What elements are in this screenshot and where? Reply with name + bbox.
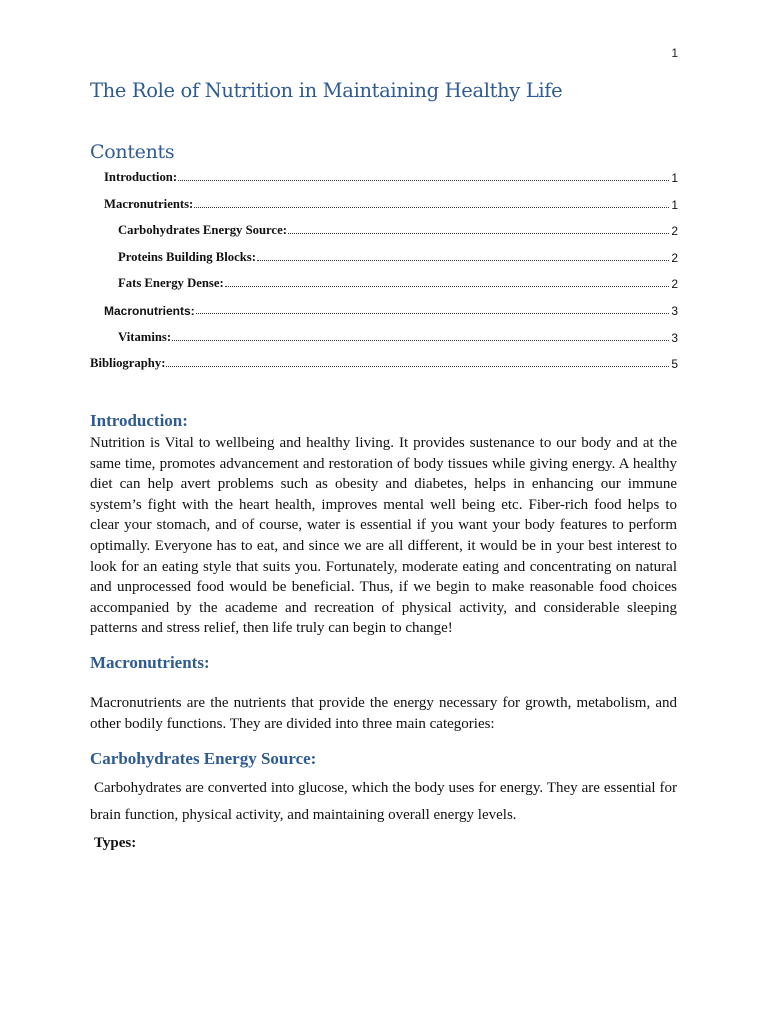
types-label: Types: [94, 835, 137, 851]
carbohydrates-paragraph: Carbohydrates are converted into glucose, which the body uses for energy. They are essential for brain function, physical activity, and maintaining overall energy levels. [90, 780, 681, 823]
toc-entry-page: 2 [671, 277, 678, 291]
toc-entry-label: Macronutrients: [104, 304, 195, 318]
toc-entry-introduction[interactable] [90, 165, 678, 185]
toc-entry-page: 1 [671, 198, 678, 212]
toc-entry-macronutrients-2[interactable] [90, 298, 678, 318]
toc-entry-page: 1 [671, 171, 678, 185]
toc-entry-label: Bibliography: [90, 356, 166, 370]
page-number: 1 [671, 46, 678, 60]
toc-leader-dots [288, 232, 669, 234]
toc-entry-bibliography[interactable] [90, 351, 678, 371]
toc-entry-page: 2 [671, 224, 678, 238]
carbohydrates-heading: Carbohydrates Energy Source: [90, 749, 317, 768]
macronutrients-heading: Macronutrients: [90, 653, 210, 672]
toc-leader-dots [194, 206, 669, 208]
toc-entry-macronutrients[interactable] [90, 192, 678, 212]
toc-entry-page: 3 [671, 304, 678, 318]
toc-entry-vitamins[interactable] [90, 325, 678, 345]
toc-leader-dots [178, 179, 669, 181]
toc-entry-proteins[interactable] [90, 245, 678, 265]
macronutrients-paragraph: Macronutrients are the nutrients that provide the energy necessary for growth, metabolism, and other bodily functions. They are divided into three main categories: [90, 695, 677, 732]
introduction-heading: Introduction: [90, 411, 188, 430]
toc-leader-dots [166, 365, 669, 367]
toc-entry-carbohydrates[interactable] [90, 218, 678, 238]
toc-entry-label: Fats Energy Dense: [118, 276, 224, 290]
toc-leader-dots [172, 339, 669, 341]
toc-entry-label: Proteins Building Blocks: [118, 250, 256, 264]
toc-entry-page: 3 [671, 331, 678, 345]
toc-leader-dots [196, 312, 670, 314]
toc-entry-label: Carbohydrates Energy Source: [118, 223, 287, 237]
toc-entry-page: 2 [671, 251, 678, 265]
toc-entry-fats[interactable] [90, 271, 678, 291]
document-title: The Role of Nutrition in Maintaining Healthy Life [90, 79, 563, 102]
toc-leader-dots [257, 259, 669, 261]
introduction-paragraph: Nutrition is Vital to wellbeing and healthy living. It provides sustenance to our body and at the same time, promotes advancement and restoration of body tissues while giving energy. A healthy diet can help avert problems such as obesity and diabetes, helps in enhancing our immune system’s fight with the heart health, improves mental well being etc. Fiber-rich food helps to clear your stomach, and of course, water is essential if you want your body features to perform optimally. Everyone has to eat, and since we are all different, it would be in your best interest to look for an eating style that suits you. Fortunately, moderate eating and concentrating on natural and unprocessed food would be beneficial. Thus, if we begin to make reasonable food choices accompanied by the academe and recreation of physical activity, and considerable sleeping patterns and stress relief, then life truly can begin to change! [90, 435, 677, 637]
contents-heading: Contents [90, 141, 175, 163]
toc-entry-label: Introduction: [104, 170, 178, 184]
toc-entry-label: Macronutrients: [104, 197, 194, 211]
toc-leader-dots [225, 285, 670, 287]
toc-entry-page: 5 [671, 357, 678, 371]
toc-entry-label: Vitamins: [118, 330, 172, 344]
